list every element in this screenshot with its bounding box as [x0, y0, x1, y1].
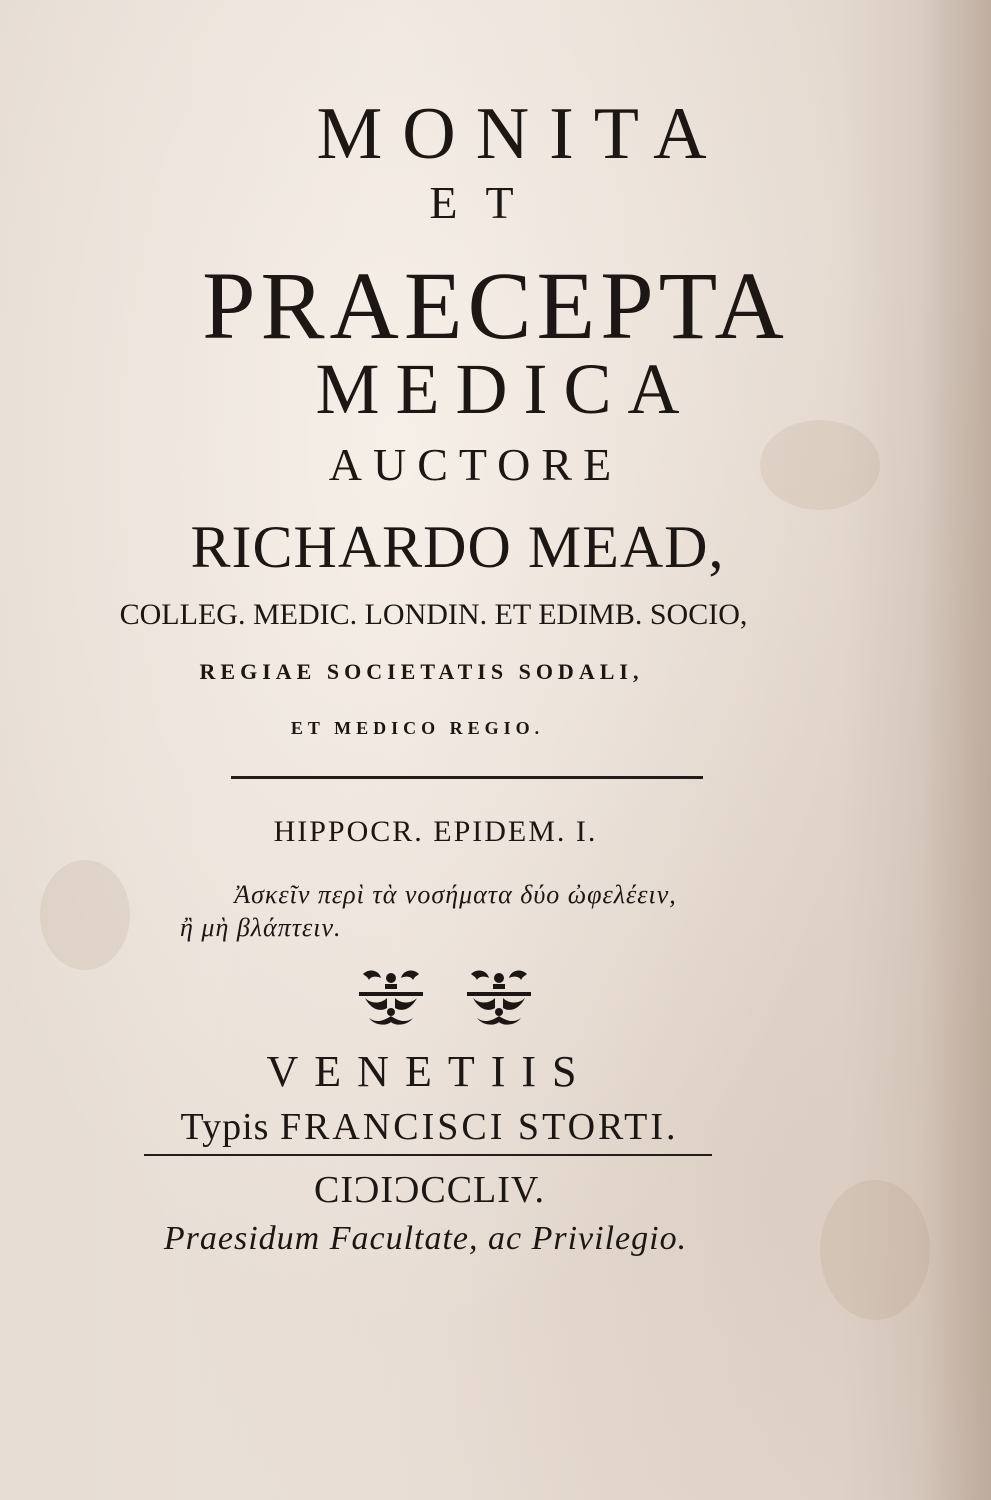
title-line-praecepta: PRAECEPTA — [202, 252, 789, 359]
paper-stain — [40, 860, 130, 970]
printer-ornaments — [355, 968, 535, 1028]
imprint-printer — [0, 1105, 925, 1149]
author-affiliation-royal-society: REGIAE SOCIETATIS SODALI, — [199, 659, 644, 684]
author-name: RICHARDO MEAD, — [190, 514, 725, 580]
imprint-printer-name: FRANCISCI STORTI. — [279, 1106, 679, 1148]
imprint-printer-prefix: Typis — [180, 1106, 270, 1148]
imprint-privilege: Praesidum Facultate, ac Privilegio. — [163, 1220, 688, 1257]
title-line-monita: MONITA — [316, 93, 727, 175]
floral-ornament-icon — [355, 968, 427, 1026]
imprint-rule — [144, 1154, 712, 1156]
epigraph-greek-line-1: Ἀσκεῖν περὶ τὰ νοσήματα δύο ὠφελέειν, — [234, 880, 677, 909]
author-affiliation-royal-physician: ET MEDICO REGIO. — [290, 718, 545, 738]
divider-rule — [231, 776, 703, 779]
author-affiliation-college: COLLEG. MEDIC. LONDIN. ET EDIMB. SOCIO, — [119, 598, 748, 631]
title-line-medica: MEDICA — [315, 349, 696, 429]
epigraph-greek-line-2: ἢ μὴ βλάπτειν. — [180, 913, 342, 942]
epigraph-source: HIPPOCR. EPIDEM. I. — [273, 815, 598, 848]
auctore-line: AUCTORE — [328, 439, 623, 490]
title-line-et: ET — [429, 177, 542, 228]
imprint-year: CIƆIƆCCLIV. — [314, 1169, 545, 1211]
floral-ornament-icon — [463, 968, 535, 1026]
imprint-place: VENETIIS — [266, 1047, 593, 1096]
